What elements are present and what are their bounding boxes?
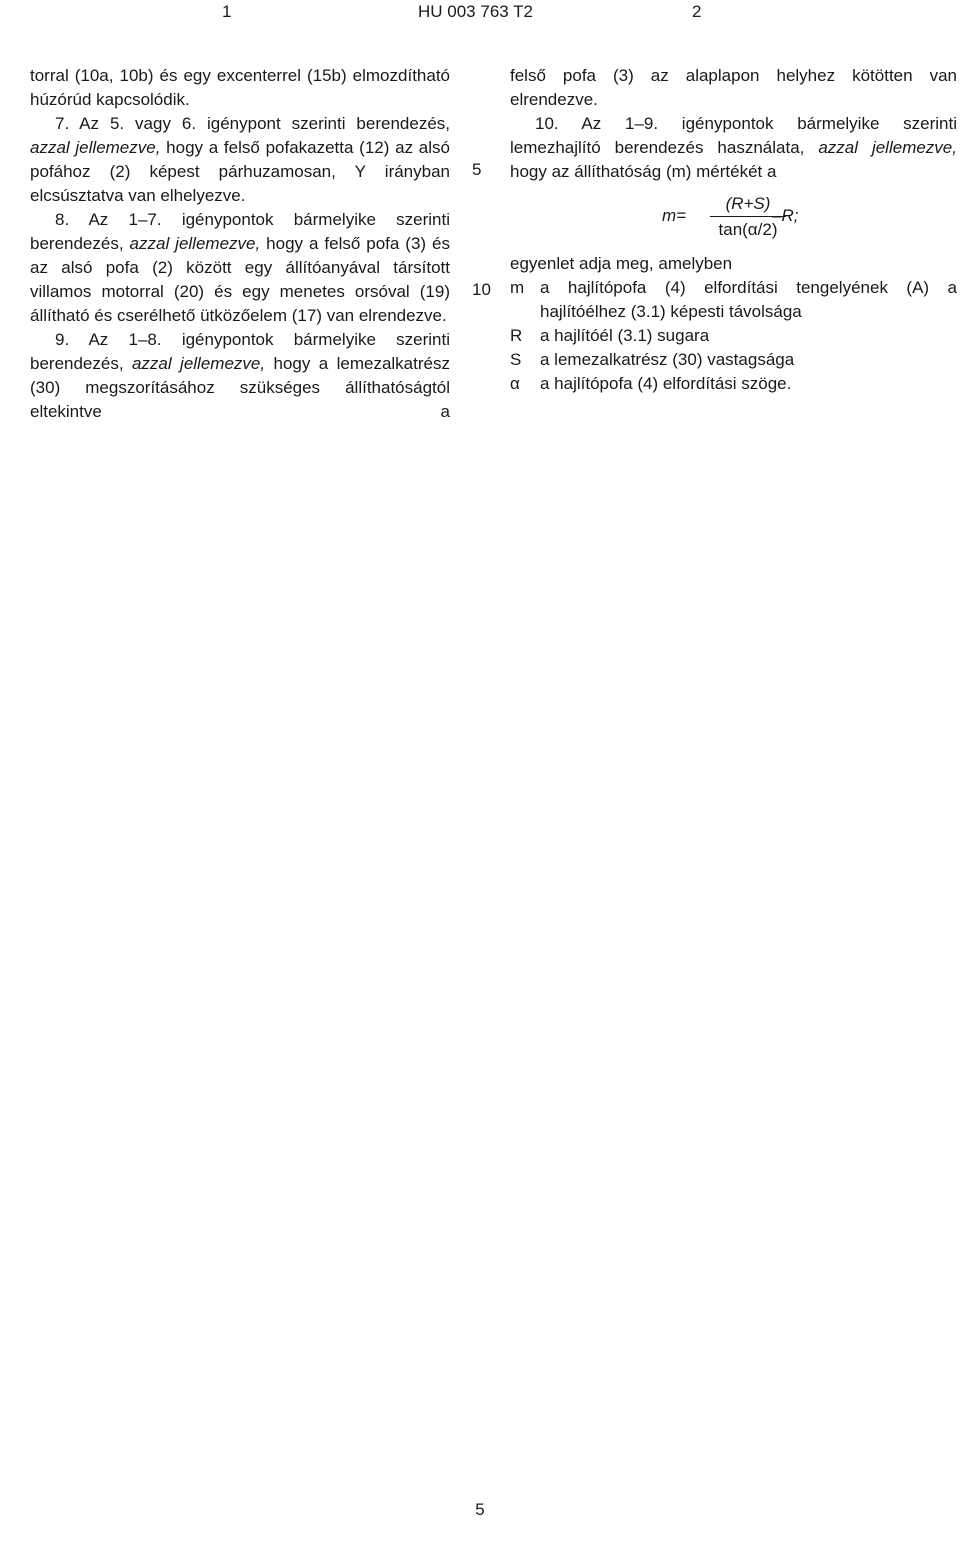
right-column [510,64,957,396]
page-header [0,0,960,30]
formula-lhs: m= [662,206,687,225]
definition-item [510,276,957,324]
header-doc-id: HU 003 763 T2 [418,2,533,21]
line-number-10: 10 [472,280,491,299]
definition-symbol: α [510,374,520,393]
formula-tail: –R; [772,206,799,225]
footer-page-number: 5 [475,1500,485,1519]
claim-6-end: torral (10a, 10b) és egy excenterrel (15b) elmozdítható húzórúd kapcsolódik. [30,66,450,109]
header-page-left: 1 [222,2,232,21]
definition-text: a hajlítópofa (4) elfordítási tengelyének (A) a hajlítóélhez (3.1) képesti távolsága [540,278,957,321]
definition-text: a hajlítóél (3.1) sugara [540,326,710,345]
definition-symbol: m [510,278,525,297]
formula-numerator: (R+S) [725,194,771,213]
definition-item [510,324,957,348]
claim-7: 7. Az 5. vagy 6. igénypont szerinti berendezés, azzal jellemezve, hogy a felső pofakazetta (12) az alsó pofához (2) képest párhuzamosan, Y irányban elcsúsztatva van elhelyezve. [30,114,450,205]
definition-symbol: R [510,326,523,345]
definition-item [510,372,957,396]
header-page-right: 2 [692,2,702,21]
definition-symbol: S [510,350,522,369]
claim-9-end: felső pofa (3) az alaplapon helyhez kötötten van elrendezve. [510,66,957,109]
definition-text: a hajlítópofa (4) elfordítási szöge. [540,374,792,393]
claim-9: 9. Az 1–8. igénypontok bármelyike szerinti berendezés, azzal jellemezve, hogy a lemezalkatrész (30) megszorításához szükséges állíthatóságtól eltekintve a [30,330,450,421]
formula [510,192,957,246]
page-footer [0,1500,960,1520]
definition-list [510,276,957,396]
line-number-5: 5 [472,160,482,179]
claim-10: 10. Az 1–9. igénypontok bármelyike szerinti lemezhajlító berendezés használata, azzal jellemezve, hogy az állíthatóság (m) mértékét a [510,114,957,181]
definition-item [510,348,957,372]
left-column [30,64,450,424]
claim-8: 8. Az 1–7. igénypontok bármelyike szerinti berendezés, azzal jellemezve, hogy a felső pofa (3) és az alsó pofa (2) között egy állítóanyával társított villamos motorral (20) és egy menetes orsóval (19) állítható és cserélhető ütközőelem (17) van elrendezve. [30,210,450,325]
definition-text: a lemezalkatrész (30) vastagsága [540,350,795,369]
formula-denominator: tan(α/2) [718,220,778,239]
equation-text: egyenlet adja meg, amelyben [510,254,733,273]
